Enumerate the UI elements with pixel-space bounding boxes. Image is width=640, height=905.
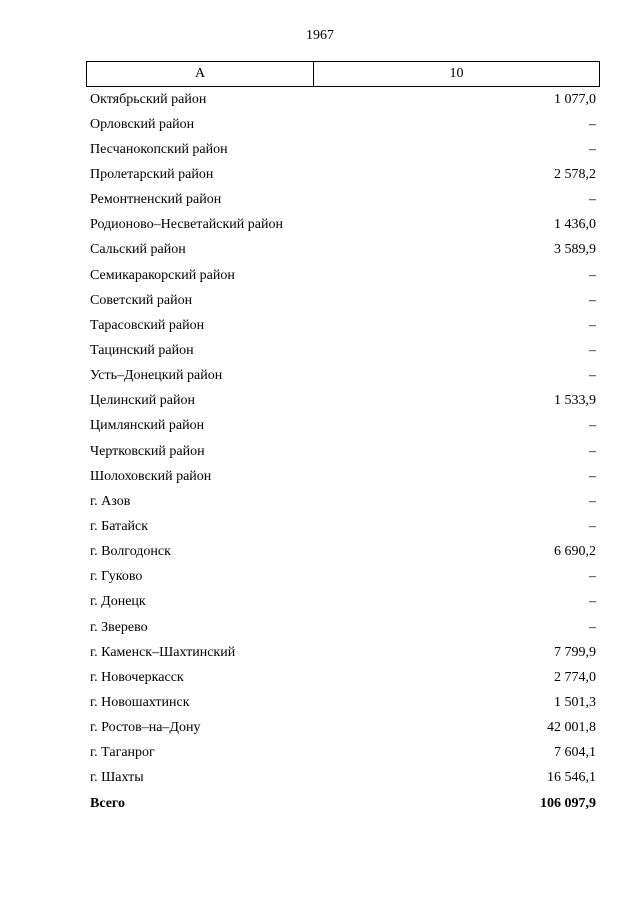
table-row: [90, 389, 596, 414]
row-name: г. Новочеркасск: [90, 669, 184, 685]
row-name: г. Азов: [90, 493, 131, 509]
row-value: –: [589, 342, 596, 358]
table-row: [90, 313, 596, 338]
row-value: 7 604,1: [554, 745, 596, 761]
total-label: Всего: [90, 795, 125, 811]
row-name: Цимлянский район: [90, 418, 205, 434]
row-value: –: [589, 569, 596, 585]
table-row: [90, 439, 596, 464]
table-row: [90, 665, 596, 690]
row-name: Орловский район: [90, 116, 195, 132]
row-name: Пролетарский район: [90, 166, 214, 182]
row-name: Усть–Донецкий район: [90, 368, 223, 384]
table-row: [90, 87, 596, 112]
row-value: 2 774,0: [554, 669, 596, 685]
row-value: 16 546,1: [547, 770, 596, 786]
row-name: Октябрьский район: [90, 91, 207, 107]
row-value: 1 533,9: [554, 393, 596, 409]
row-value: –: [589, 267, 596, 283]
column-header-10: 10: [449, 66, 464, 81]
table-row: [90, 213, 596, 238]
row-value: –: [589, 141, 596, 157]
table-row: [90, 364, 596, 389]
row-value: –: [589, 292, 596, 308]
table-row: [90, 338, 596, 363]
row-name: Чертковский район: [90, 443, 205, 459]
row-value: –: [589, 443, 596, 459]
row-name: г. Шахты: [90, 770, 144, 786]
row-name: Ремонтненский район: [90, 192, 222, 208]
row-value: 1 501,3: [554, 694, 596, 710]
row-value: –: [589, 116, 596, 132]
total-value: 106 097,9: [540, 795, 596, 811]
row-name: Тацинский район: [90, 342, 194, 358]
row-name: Тарасовский район: [90, 317, 205, 333]
column-header-a: А: [87, 62, 314, 86]
row-value: 6 690,2: [554, 544, 596, 560]
table-row: [90, 112, 596, 137]
table-row: [90, 540, 596, 565]
row-value: –: [589, 418, 596, 434]
row-value: –: [589, 368, 596, 384]
row-value: 7 799,9: [554, 644, 596, 660]
row-name: г. Гуково: [90, 569, 143, 585]
row-name: г. Новошахтинск: [90, 694, 190, 710]
table-row: [90, 690, 596, 715]
table-row: [90, 741, 596, 766]
row-value: –: [589, 493, 596, 509]
table-row: [90, 565, 596, 590]
row-value: 3 589,9: [554, 242, 596, 258]
table-row: [90, 615, 596, 640]
table-row: [90, 590, 596, 615]
table-row: [90, 238, 596, 263]
row-value: 1 077,0: [554, 91, 596, 107]
page-number: 1967: [306, 28, 334, 43]
row-value: –: [589, 192, 596, 208]
table-row: [90, 263, 596, 288]
row-value: 1 436,0: [554, 217, 596, 233]
row-name: Семикаракорский район: [90, 267, 235, 283]
row-name: г. Волгодонск: [90, 544, 171, 560]
table-row: [90, 766, 596, 791]
row-name: Песчанокопский район: [90, 141, 228, 157]
row-name: г. Донецк: [90, 594, 146, 610]
row-name: Советский район: [90, 292, 193, 308]
table-row: [90, 188, 596, 213]
table-row: [90, 716, 596, 741]
table-row: [90, 514, 596, 539]
table-header: [86, 61, 600, 87]
row-name: Целинский район: [90, 393, 195, 409]
row-name: Шолоховский район: [90, 468, 212, 484]
row-name: Родионово–Несветайский район: [90, 217, 283, 233]
row-name: г. Ростов–на–Дону: [90, 720, 201, 736]
table-row: [90, 464, 596, 489]
row-value: 2 578,2: [554, 166, 596, 182]
row-name: г. Батайск: [90, 518, 149, 534]
row-value: –: [589, 619, 596, 635]
row-name: г. Зверево: [90, 619, 148, 635]
table-body: [90, 87, 596, 816]
table-row: [90, 640, 596, 665]
table-row: [90, 162, 596, 187]
row-name: г. Таганрог: [90, 745, 155, 761]
table-row: [90, 288, 596, 313]
row-value: 42 001,8: [547, 720, 596, 736]
total-row: [90, 791, 596, 816]
row-value: –: [589, 317, 596, 333]
row-name: Сальский район: [90, 242, 186, 258]
row-value: –: [589, 594, 596, 610]
table-row: [90, 489, 596, 514]
row-value: –: [589, 468, 596, 484]
table-row: [90, 414, 596, 439]
table-row: [90, 137, 596, 162]
row-name: г. Каменск–Шахтинский: [90, 644, 236, 660]
row-value: –: [589, 518, 596, 534]
